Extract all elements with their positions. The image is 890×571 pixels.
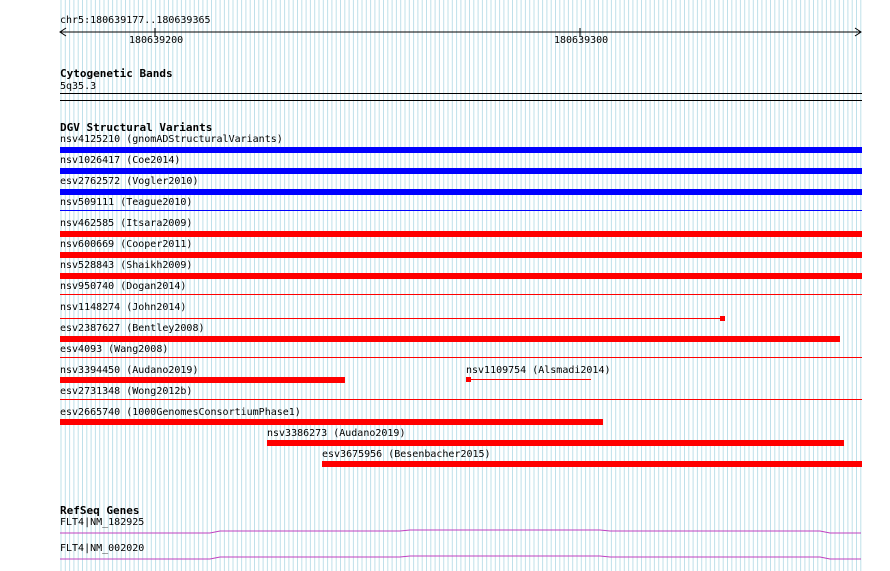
variant-label: nsv3386273 (Audano2019)	[267, 428, 406, 439]
variant-label: esv4093 (Wang2008)	[60, 344, 169, 355]
gene-model	[60, 556, 861, 559]
variant-label: esv2762572 (Vogler2010)	[60, 176, 199, 187]
dgv-track-title[interactable]: DGV Structural Variants	[60, 121, 213, 134]
variant-label: nsv4125210 (gnomADStructuralVariants)	[60, 134, 283, 145]
variant-label: nsv509111 (Teague2010)	[60, 197, 193, 208]
gene-label: FLT4|NM_182925	[60, 517, 145, 528]
variant-label: nsv462585 (Itsara2009)	[60, 218, 193, 229]
variant-label: nsv3394450 (Audano2019)	[60, 365, 199, 376]
cytoband-track-title[interactable]: Cytogenetic Bands	[60, 67, 173, 80]
cytoband-label: 5q35.3	[60, 81, 97, 92]
variant-label: esv2731348 (Wong2012b)	[60, 386, 193, 397]
variant-label: nsv528843 (Shaikh2009)	[60, 260, 193, 271]
variant-label: esv3675956 (Besenbacher2015)	[322, 449, 491, 460]
variant-label: nsv600669 (Cooper2011)	[60, 239, 193, 250]
refseq-track-title[interactable]: RefSeq Genes	[60, 504, 140, 517]
gene-label: FLT4|NM_002020	[60, 543, 145, 554]
variant-label: esv2665740 (1000GenomesConsortiumPhase1)	[60, 407, 301, 418]
ruler-tick-label: 180639300	[554, 35, 609, 46]
variant-label: nsv1109754 (Alsmadi2014)	[466, 365, 611, 376]
variant-label: esv2387627 (Bentley2008)	[60, 323, 205, 334]
gene-model	[60, 530, 861, 533]
variant-label: nsv1148274 (John2014)	[60, 302, 187, 313]
variant-label: nsv1026417 (Coe2014)	[60, 155, 181, 166]
variant-label: nsv950740 (Dogan2014)	[60, 281, 187, 292]
ruler-tick-label: 180639200	[129, 35, 184, 46]
region-label: chr5:180639177..180639365	[60, 15, 211, 26]
